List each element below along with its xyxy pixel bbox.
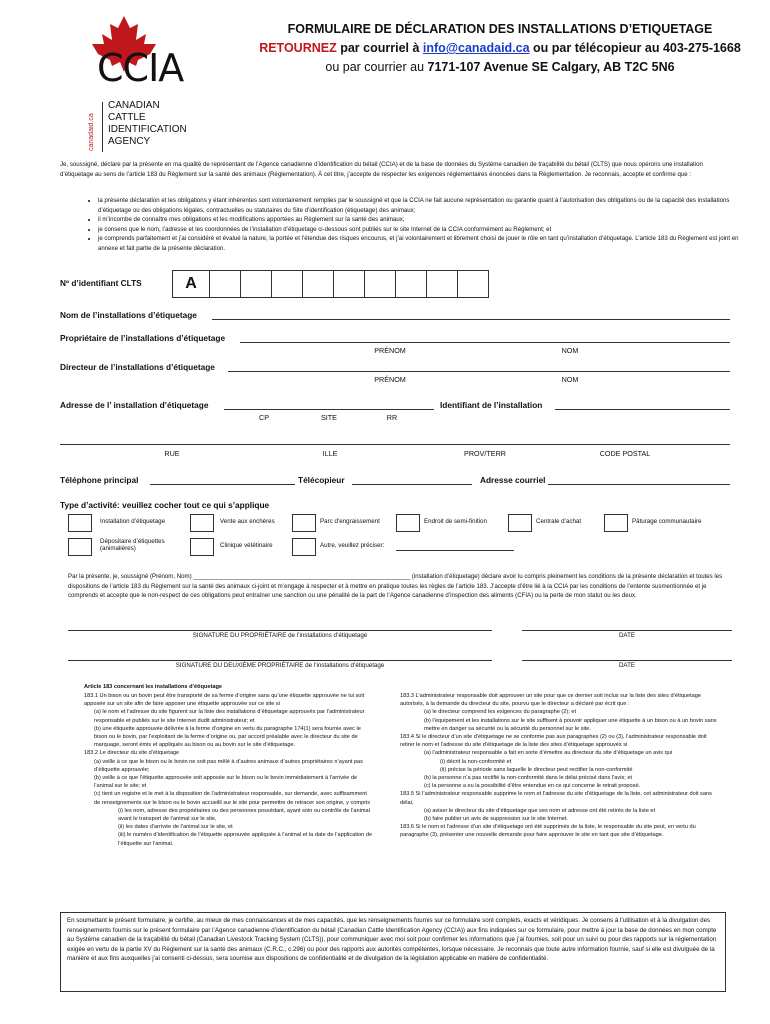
logo-wordmark xyxy=(108,100,187,148)
phone-label: Téléphone principal xyxy=(60,475,139,485)
second-owner-date-caption: DATE xyxy=(618,662,636,669)
second-owner-date-line[interactable] xyxy=(522,660,732,661)
activity-checkbox[interactable] xyxy=(190,538,214,556)
mail-address: 7171-107 Avenue SE Calgary, AB T2C 5N6 xyxy=(427,60,675,74)
clts-digit-box[interactable] xyxy=(241,270,272,298)
activity-checkbox[interactable] xyxy=(292,538,316,556)
logo-website: canadaid.ca xyxy=(88,113,95,151)
director-label: Directeur de l’installations d’étiquetage xyxy=(60,362,215,372)
article-clause: (a) veille à ce que le bison ou le bovin ne soit pas mêlé à d’autres animaux d’autres propriétaires n’ayant pas d’étiquette approuvée; xyxy=(94,758,363,773)
owner-signature-caption: SIGNATURE DU PROPRIÉTAIRE de l’installations d’étiquetage xyxy=(192,632,368,639)
article-clause: (a) le nom et l’adresse du site figurent sur la liste des installations d’étiquetage approuvés par l’administrateur responsable et publiés sur le site Internet dudit administrateur; et xyxy=(94,709,365,724)
logo-divider xyxy=(102,102,103,152)
acknowledgement-item: • il m’incombe de connaître mes obligations et les modifications apportées au Règlement sur la santé des animaux; xyxy=(98,215,752,225)
activity-checkbox[interactable] xyxy=(396,514,420,532)
fax-text: ou par télécopieur au 403-275-1668 xyxy=(529,41,741,55)
site-caption: SITE xyxy=(321,413,337,422)
address-label: Adresse de l’ installation d’étiquetage xyxy=(60,400,209,410)
email-field[interactable] xyxy=(548,484,730,485)
owner-date-line[interactable] xyxy=(522,630,732,631)
acknowledgement-item: • la présente déclaration et les obligations y étant inhérentes sont volontairement remplies par le soussigné et que la CCIA ne fait aucune représentation ou garantie quant à l’autorisation des obligations ou de la capacité des installations d’étiquetage ou des obligations légales, contractuelles ou statutaires du Site d’identification (étiquetage) des animaux; xyxy=(98,196,752,215)
mail-prefix: ou par courrier au xyxy=(325,60,428,74)
clts-id-label: Nº d’identifiant CLTS xyxy=(60,278,142,288)
activity-option-label: Parc d’engraissement xyxy=(320,518,380,525)
activity-checkbox[interactable] xyxy=(292,514,316,532)
mail-instructions xyxy=(240,58,760,76)
activity-checkbox[interactable] xyxy=(68,538,92,556)
activity-option-label: Centrale d’achat xyxy=(536,518,582,525)
owner-date-caption: DATE xyxy=(618,632,636,639)
postal-code-caption: CODE POSTAL xyxy=(599,449,651,458)
activity-checkbox[interactable] xyxy=(68,514,92,532)
article-clause: (a) aviser le directeur du site d’étiquetage que ses nom et adresse ont été retirés de la liste et xyxy=(424,807,656,814)
article-clause: (ii) précise la période sans laquelle le directeur peut rectifier la non-conformité xyxy=(440,766,633,773)
activity-option-label: Endroit de semi-finition xyxy=(424,518,487,525)
facility-name-label: Nom de l’installations d’étiquetage xyxy=(60,310,197,320)
clts-digit-box[interactable] xyxy=(210,270,241,298)
article-clause: (i) décrit la non-conformité et xyxy=(440,758,512,765)
activity-option-label: Pâturage communautaire xyxy=(632,518,702,525)
email-link[interactable]: info@canadaid.ca xyxy=(422,41,530,55)
article-heading: Article 183 concernant les installations d’étiquetage xyxy=(84,684,223,690)
article-clause: (i) les nom, adresse des propriétaires ou des personnes possédant, ayant soin ou contrôle de l’animal avant le transport de l’animal sur le site, xyxy=(118,807,370,823)
clts-digit-box[interactable] xyxy=(365,270,396,298)
second-owner-signature-caption: SIGNATURE DU DEUXIÈME PROPRIÉTAIRE de l’installations d’étiquetage xyxy=(175,662,385,669)
activity-option-label: Clinique vététinaire xyxy=(220,542,273,549)
acknowledgement-list xyxy=(78,196,752,253)
facility-id-label: Identifiant de l’installation xyxy=(440,400,543,410)
article-clause: (c) tient un registre et le met à la disposition de l’administrateur responsable, sur demande, avec suffisamment de renseignements sur le bison ou le bovin accueilli sur le site pour permettre de retracer son origine, y compris xyxy=(94,791,371,806)
article-clause: 183.3 L’administrateur responsable doit approuver un site pour que ce dernier soit inclus sur la liste des sites d’étiquetage autorisés, à la demande du directeur du site, pourvu que le directeur a déclaré par écrit que : xyxy=(400,693,701,708)
article-clause: (ii) les dates d’arrivée de l’animal sur le site, et xyxy=(118,824,233,831)
facility-id-field[interactable] xyxy=(555,409,730,410)
owner-first-name-caption: PRÉNOM xyxy=(374,346,406,355)
intro-paragraph: Je, soussigné, déclare par la présente en ma qualité de représentant de l’Agence canadienne d’identification du bétail (CCIA) et de la base de données du Système canadien de traçabilité du bétail (CLTS) que nous opérons une installation d’étiquetage au sens de l’article 183 du Règlement sur la santé des animaux (Réglementation). À cet titre, j’accepte de respecter les exigences réglementaires énoncées dans la Réglementation. Je reconnais, accepte et confirme que : xyxy=(60,161,703,178)
article-clause: 183.2 Le directeur du site d’étiquetage xyxy=(84,750,180,757)
province-caption: PROV/TERR xyxy=(464,449,506,458)
logo-line: AGENCY xyxy=(108,136,151,147)
activity-option-label: Vente aux enchères xyxy=(220,518,275,525)
article-clause: 183.6 Si le nom et l’adresse d’un site d’étiquetage ont été supprimés de la liste, le responsable du site peut, en vertu du paragraphe (3), présenter une nouvelle demande pour faire approuver le site en tant que site d’étiquetage. xyxy=(400,824,696,839)
article-clause: (a) le directeur comprend les exigences du paragraphe (2); et xyxy=(424,709,577,716)
activity-options xyxy=(60,510,730,562)
acknowledgement-item: • je consens que le nom, l’adresse et les coordonnées de l’installation d’étiquetage ci-dessous sont publiés sur le site Internet de la CCIA conformément au Règlement; et xyxy=(98,225,752,235)
activity-title: Type d’activité: veuillez cocher tout ce qui s’applique xyxy=(60,500,270,510)
owner-signature-line[interactable] xyxy=(68,630,492,631)
privacy-consent-text: En soumettant le présent formulaire, je certifie, au mieux de mes connaissances et de mes capacités, que les renseignements fournis sur ce formulaire sont complets, exacts et véridiques. Je consens à l’utilisation et à la divulgation des renseignements fournis sur le présent formulaire par l’Agence canadienne d’identification du bétail (Canadian Cattle Identification Agency (CCIA)) aux fins indiquées sur ce formulaire, pour mettre à jour la base de données en mon compte au Système canadien de la traçabilité du bétail (Canadian Livestock Tracking System (CLTS)), pour communiquer avec moi soit pour confirmer les informations que j’ai fournies, soit pour un suivi ou pour des rapports sur la réglementation exigée en vertu de la partie XV du Règlement sur la santé des animaux (C.R.C., c.296) ou pour des rapports aux autorités compétentes, lorsque nécessaire. Je reconnais que toute autre information fournie, sauf si elle est divulguée de la manière et aux fins auxquelles j’ai consenti ci-dessus, sera soumise aux dispositions de confidentialité et de divulgation de la législation applicable en matière de confidentialité. xyxy=(67,917,717,962)
clts-id-boxes xyxy=(172,270,489,298)
ccia-logo xyxy=(90,10,230,155)
clts-digit-box[interactable] xyxy=(303,270,334,298)
article-clause: 183.4 Si le directeur d’un site d’étiquetage ne se conforme pas aux paragraphes (2) ou (3), l’administrateur responsable doit retirer le nom et l’adresse du site d’étiquetage de la liste des sites d’étiquetage approuvés si xyxy=(400,734,707,749)
fax-field[interactable] xyxy=(352,484,472,485)
return-instructions xyxy=(240,39,760,57)
phone-field[interactable] xyxy=(150,484,295,485)
declaration-paragraph: Par la présente, je, soussigné (Prénom, Nom) ________________________________________________________________ (installation d’étiquetage) déclare avoir lu compris pleinement les conditions de la présente déclaration et toutes les dispositions de l’article 183 du Règlement sur la santé des animaux ci-joint et m’engage à respecter et à mettre en pratique toutes les règles de l’article 183. J’accepte d’être lié à la CCIA par les conditions de l’entente susmentionnée et je comprends et accepte que le non-respect de ces obligations peut entraîner une sanction ou une pénalité de la part de l’Agence canadienne d’inspection des aliments (CFIA) ou la perte de mon statut ou les deux. xyxy=(68,573,723,599)
logo-acronym: CCIA xyxy=(97,46,184,90)
rr-caption: RR xyxy=(386,413,398,422)
cp-caption: CP xyxy=(259,413,269,422)
article-right-column xyxy=(400,692,720,840)
activity-checkbox[interactable] xyxy=(190,514,214,532)
activity-option-label: Autre, veuillez préciser: xyxy=(320,542,385,549)
article-left-column xyxy=(84,692,374,848)
article-clause: (c) la personne a eu la possibilité d’être entendue en ce qui concerne le retrait proposé. xyxy=(424,783,641,790)
return-by-email-text: par courriel à xyxy=(336,41,423,55)
clts-digit-box[interactable] xyxy=(396,270,427,298)
email-label: Adresse courriel xyxy=(480,475,546,485)
clts-digit-box[interactable] xyxy=(458,270,489,298)
owner-label: Propriétaire de l’installations d’étiquetage xyxy=(60,333,226,343)
article-clause: (b) une étiquette approuvée délivrée à la ferme d’origine en vertu du paragraphe 174(1) sera fournie avec le bison ou le bovin, par l’exploitant de la ferme d’origine ou, par accord préalable avec le directeur du site de marquage, seront émis et appliqués au bison ou au bovin sur le site d’étiquetage. xyxy=(94,725,361,749)
activity-checkbox[interactable] xyxy=(508,514,532,532)
director-first-name-caption: PRÉNOM xyxy=(374,375,406,384)
clts-digit-box[interactable] xyxy=(427,270,458,298)
activity-option-label: Installation d’étiquetage xyxy=(100,518,166,525)
fax-label: Télécopieur xyxy=(298,475,345,485)
clts-prefix: A xyxy=(172,270,210,298)
street-address-field[interactable] xyxy=(60,444,730,445)
facility-name-field[interactable] xyxy=(212,319,730,320)
director-last-name-caption: NOM xyxy=(561,375,579,384)
clts-digit-box[interactable] xyxy=(334,270,365,298)
return-keyword: RETOURNEZ xyxy=(259,41,337,55)
acknowledgement-item: • je comprends parfaitement et j’ai considéré et évalué la nature, la portée et l’étendue des risques encourus, et j’ai volontairement et librement choisi de jouer le rôle en tant qu’installation d’étiquetage. L’article 183 du Règlement est joint en annexe et fait partie de la présente déclaration. xyxy=(98,234,752,253)
article-clause: (b) veille à ce que l’étiquette approuvée soit apposée sur le bison ou le bovin immédiatement à l’arrivée de l’animal sur le site; et xyxy=(94,775,358,790)
form-title: FORMULAIRE DE DÉCLARATION DES INSTALLATIONS D’ETIQUETAGE xyxy=(287,22,713,36)
activity-option-label: Dépositaire d’étiquettes (animalières) xyxy=(100,538,165,552)
article-clause: 183.1 Un bison ou un bovin peut être transporté de sa ferme d’origine sans qu’une étiquette approuvée ne lui soit apposée sur un site afin de faire apposer une étiquette approuvée sur ce site si xyxy=(84,693,365,708)
article-clause: (b) l’équipement et les installations sur le site suffisent à pouvoir appliquer une étiquette à un bison ou à un bovin sans mettre en danger sa sécurité ou la sécurité du personnel sur le site. xyxy=(424,717,717,732)
article-clause: (iii) le numéro d’identification de l’étiquette approuvée appliquée à l’animal et la date de l’application de l’étiquette sur l’animal. xyxy=(118,832,373,847)
article-clause: 183.5 Si l’administrateur responsable supprime le nom et l’adresse du site d’étiquetage de la liste, cet administrateur doit sans délai, xyxy=(400,791,712,806)
address-field[interactable] xyxy=(224,409,434,410)
city-caption: ILLE xyxy=(322,449,338,458)
article-clause: (b) faire publier un avis de suppression sur le site Internet. xyxy=(424,816,568,823)
street-caption: RUE xyxy=(164,449,180,458)
owner-field[interactable] xyxy=(240,342,730,343)
second-owner-signature-line[interactable] xyxy=(68,660,492,661)
privacy-consent-box xyxy=(60,912,726,992)
logo-line: CATTLE xyxy=(108,112,146,123)
logo-line: CANADIAN xyxy=(108,100,160,111)
activity-checkbox[interactable] xyxy=(604,514,628,532)
owner-last-name-caption: NOM xyxy=(561,346,579,355)
director-field[interactable] xyxy=(228,371,730,372)
article-clause: (a) l’administrateur responsable a fait en sorte d’émettre au directeur du site d’étiquetage un avis qui xyxy=(424,750,673,757)
logo-line: IDENTIFICATION xyxy=(108,124,187,135)
clts-digit-box[interactable] xyxy=(272,270,303,298)
article-clause: (b) la personne n’a pas rectifié la non-conformité dans le délai précisé dans l’avis; et xyxy=(424,775,633,782)
other-activity-field[interactable] xyxy=(396,550,514,551)
